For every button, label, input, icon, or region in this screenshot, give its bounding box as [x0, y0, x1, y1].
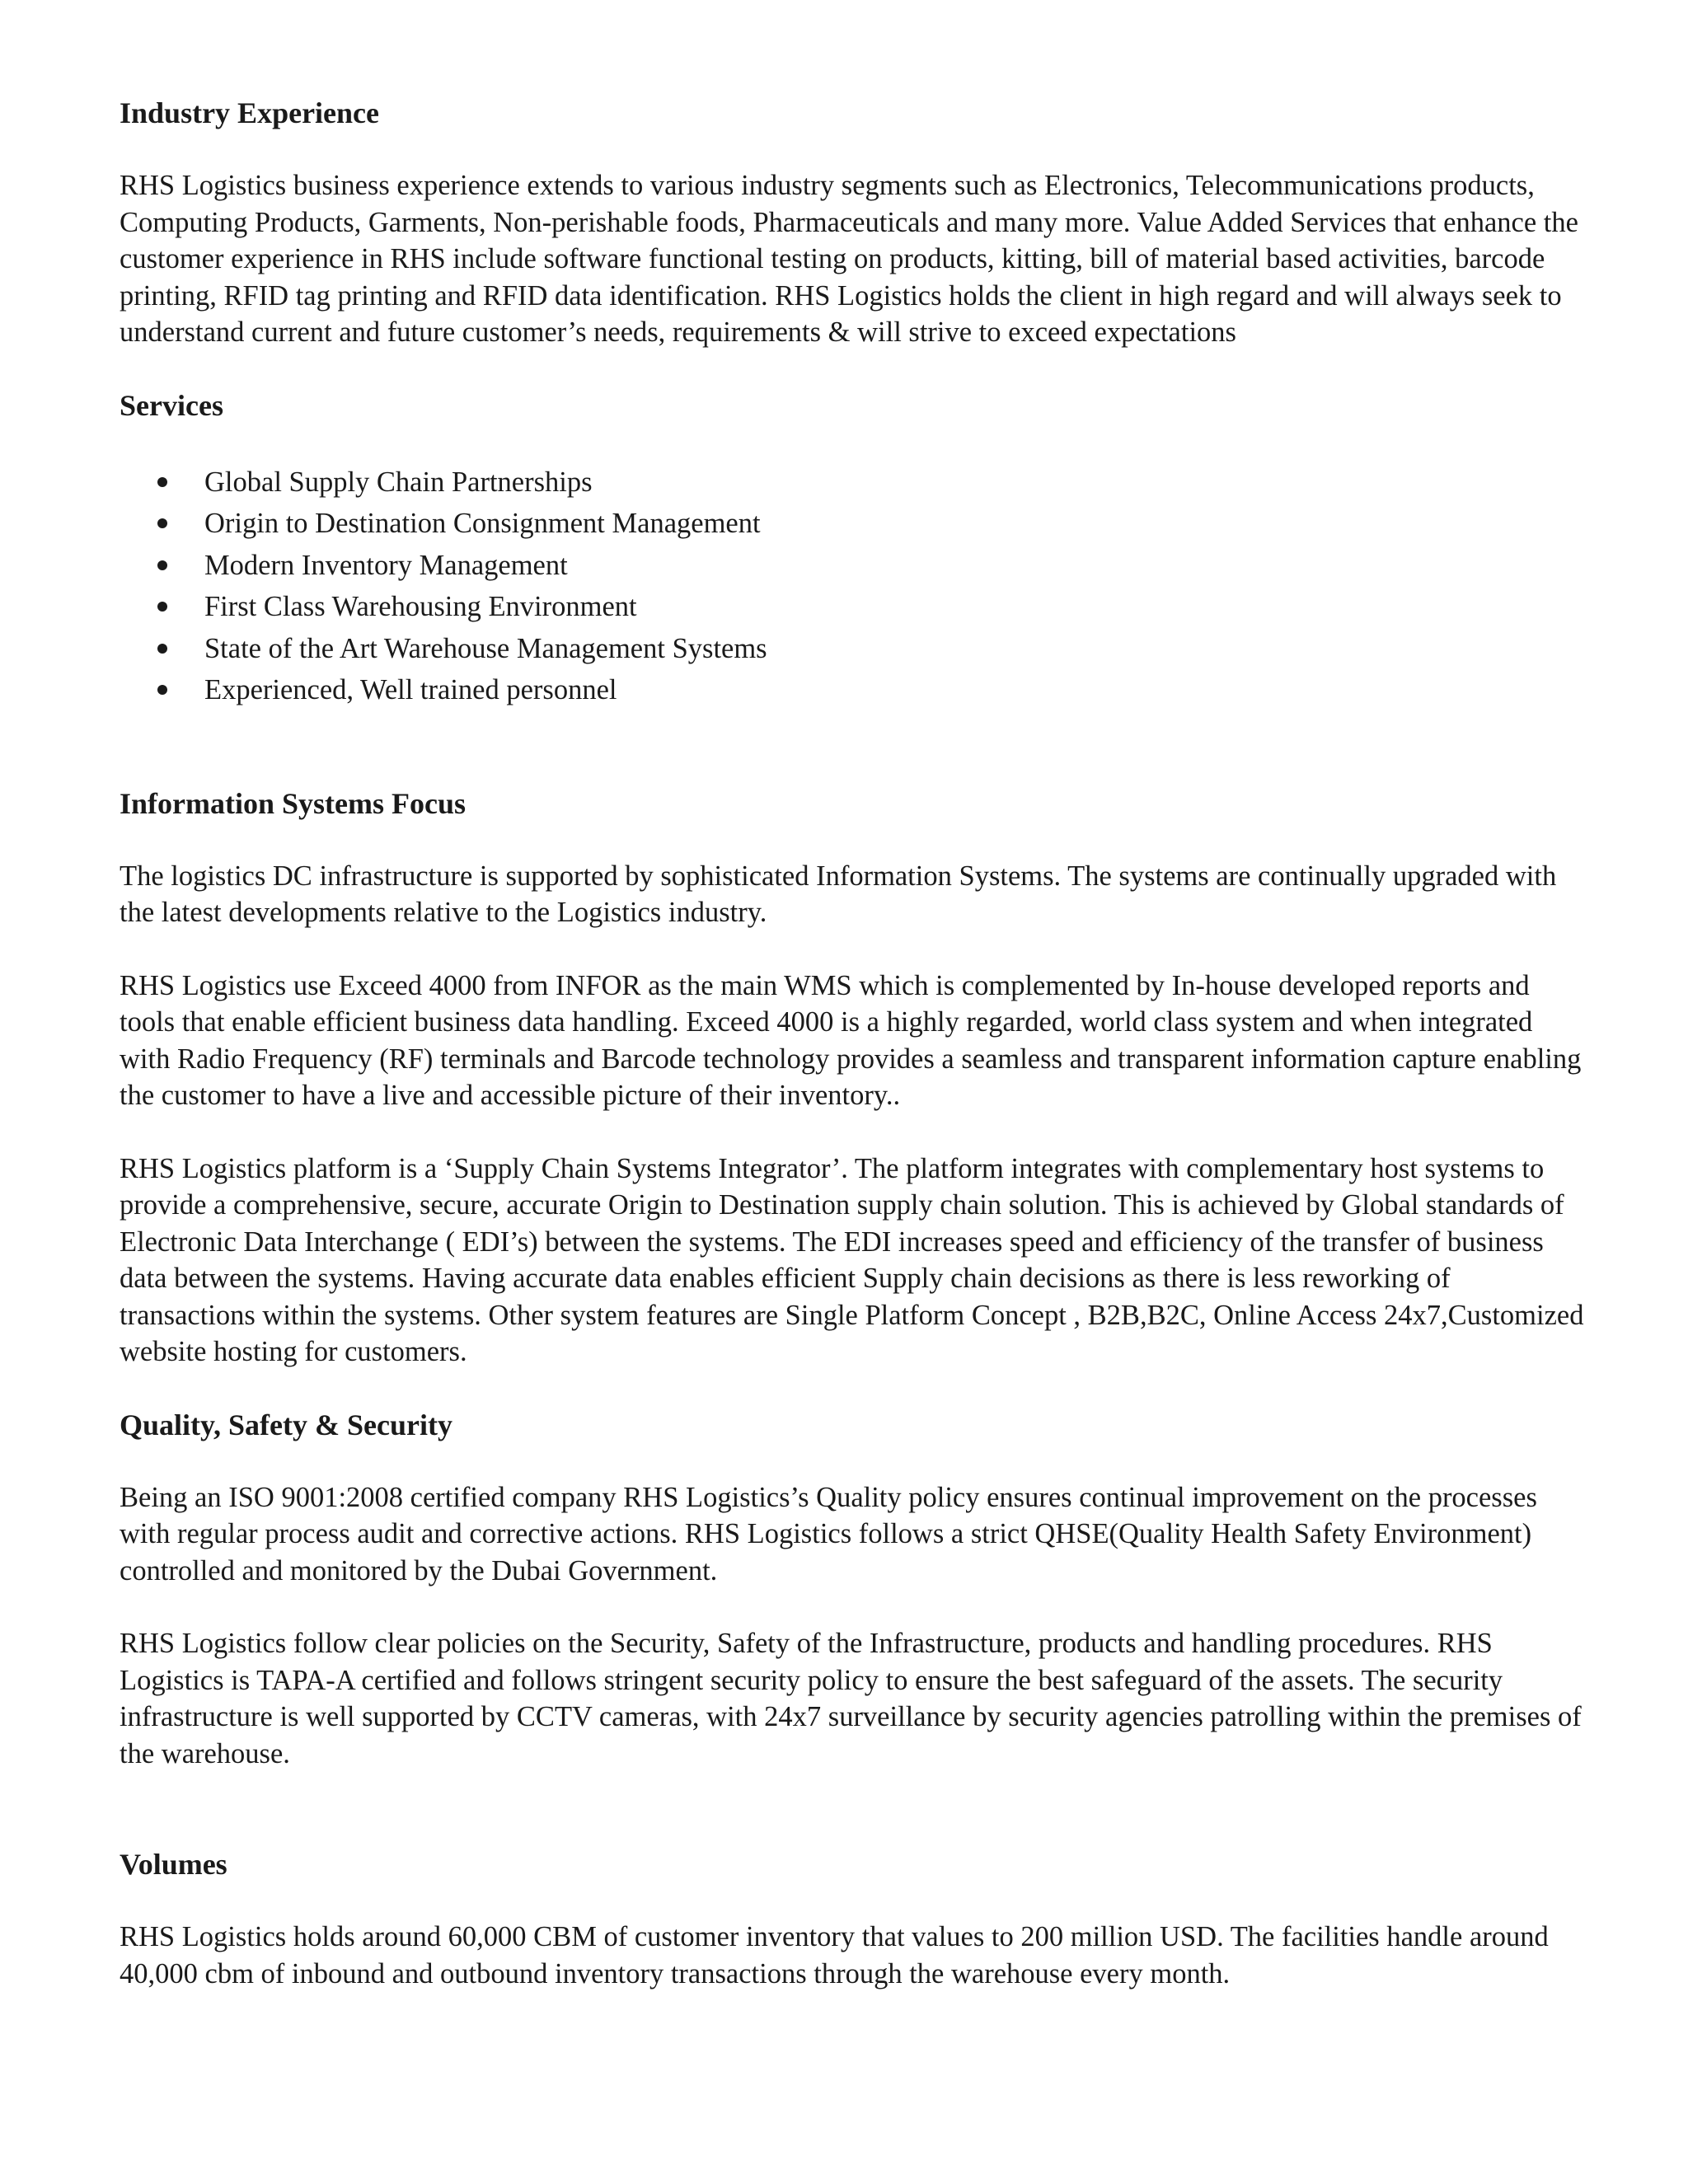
paragraph-information-systems-3: RHS Logistics platform is a ‘Supply Chain Systems Integrator’. The platform integrates with complementary host systems to provide a comprehensive, secure, accurate Origin to Destination supply chain solution. This is achieved by Global standards of Electronic Data Interchange ( EDI’s) between the systems. The EDI increases speed and efficiency of the transfer of business data between the systems. Having accurate data enables efficient Supply chain decisions as there is less reworking of transactions within the systems. Other system features are Single Platform Concept , B2B,B2C, Online Access 24x7,Customized website hosting for customers.	[120, 1152, 1584, 1367]
bullet-icon	[157, 477, 167, 487]
bullet-icon	[157, 685, 167, 695]
list-item-text: Experienced, Well trained personnel	[204, 674, 617, 705]
paragraph-quality-2: RHS Logistics follow clear policies on the Security, Safety of the Infrastructure, products and handling procedures. RHS Logistics is TAPA-A certified and follows stringent security policy to ensure the best safeguard of the assets. The security infrastructure is well supported by CCTV cameras, with 24x7 surveillance by security agencies patrolling within the premises of the warehouse.	[120, 1628, 1582, 1769]
paragraph-information-systems-2: RHS Logistics use Exceed 4000 from INFOR as the main WMS which is complemented by In-house developed reports and tools that enable efficient business data handling. Exceed 4000 is a highly regarded, world class system and when integrated with Radio Frequency (RF) terminals and Barcode technology provides a seamless and transparent information capture enabling the customer to have a live and accessible picture of their inventory..	[120, 969, 1582, 1111]
list-item	[120, 628, 1587, 670]
heading-information-systems-focus: Information Systems Focus	[120, 786, 466, 820]
list-item-text: First Class Warehousing Environment	[204, 591, 637, 622]
paragraph-industry-experience: RHS Logistics business experience extends to various industry segments such as Electronics, Telecommunications products, Computing Products, Garments, Non-perishable foods, Pharmaceuticals and many more. Value Added Services that enhance the customer experience in RHS include software functional testing on products, kitting, bill of material based activities, barcode printing, RFID tag printing and RFID data identification. RHS Logistics holds the client in high regard and will always seek to understand current and future customer’s needs, requirements & will strive to exceed expectations	[120, 170, 1578, 348]
paragraph-volumes: RHS Logistics holds around 60,000 CBM of customer inventory that values to 200 million USD. The facilities handle around 40,000 cbm of inbound and outbound inventory transactions through the warehouse every month.	[120, 1921, 1549, 1990]
heading-quality-safety-security: Quality, Safety & Security	[120, 1408, 452, 1441]
services-list	[120, 462, 1587, 711]
list-item	[120, 462, 1587, 504]
list-item	[120, 669, 1587, 711]
list-item	[120, 586, 1587, 628]
bullet-icon	[157, 560, 167, 570]
list-item-text: Origin to Destination Consignment Management	[204, 508, 761, 539]
list-item-text: State of the Art Warehouse Management Systems	[204, 632, 767, 664]
bullet-icon	[157, 602, 167, 612]
list-item	[120, 545, 1587, 587]
document-page	[120, 95, 1587, 1992]
list-item	[120, 503, 1587, 545]
list-item-text: Global Supply Chain Partnerships	[204, 466, 593, 498]
bullet-icon	[157, 644, 167, 654]
bullet-icon	[157, 518, 167, 528]
heading-volumes: Volumes	[120, 1848, 227, 1881]
heading-industry-experience: Industry Experience	[120, 96, 379, 129]
paragraph-quality-1: Being an ISO 9001:2008 certified company RHS Logistics’s Quality policy ensures continual improvement on the processes with regular process audit and corrective actions. RHS Logistics follows a strict QHSE(Quality Health Safety Environment) controlled and monitored by the Dubai Government.	[120, 1481, 1537, 1586]
list-item-text: Modern Inventory Management	[204, 549, 568, 581]
heading-services: Services	[120, 388, 223, 422]
paragraph-information-systems-1: The logistics DC infrastructure is supported by sophisticated Information Systems. The systems are continually upgraded with the latest developments relative to the Logistics industry.	[120, 860, 1557, 928]
